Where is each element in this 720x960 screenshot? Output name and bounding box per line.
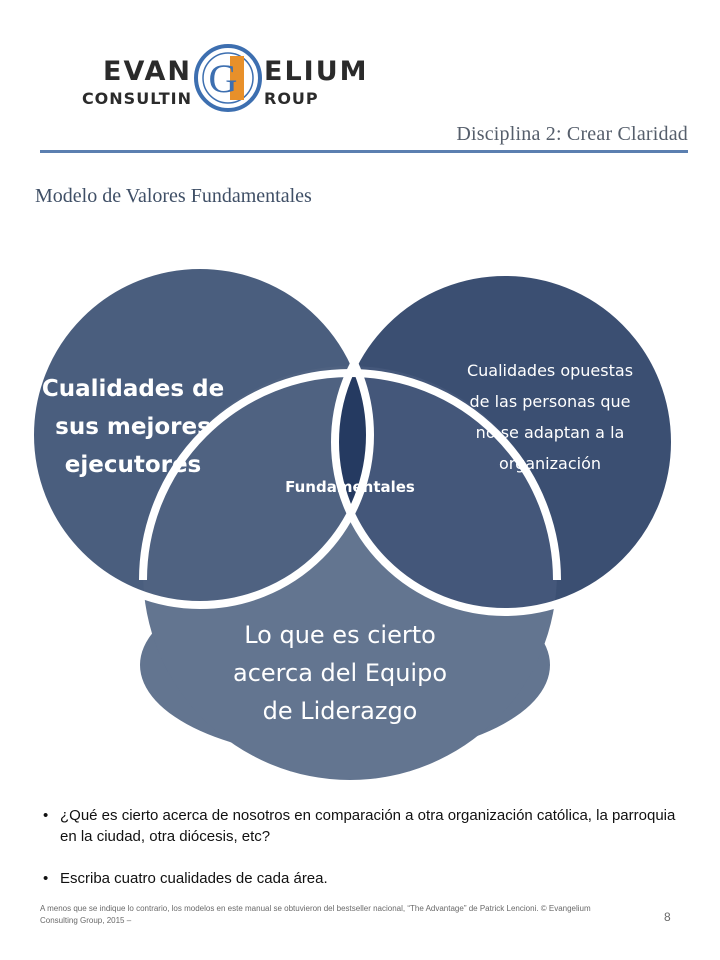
list-item: • ¿Qué es cierto acerca de nosotros en comparación a otra organización católica, la parroquia en la ciudad, otra diócesis, etc? [40,805,680,847]
page-subtitle: Modelo de Valores Fundamentales [35,185,312,207]
left-circle-label: Cualidades de sus mejores ejecutores [41,376,225,478]
footer-copyright: A menos que se indique lo contrario, los modelos en este manual se obtuvieron del bestseller nacional, “The Advantage” de Patrick Lencioni. © Evangelium Consulting Group, 2015 – [40,904,591,925]
logo-text-roup: ROUP [264,89,319,108]
right-circle-label: Cualidades opuestas de las personas que no se adaptan a la organización [466,361,634,473]
logo-text-consultin: CONSULTIN [81,89,192,108]
center-label: Fundamentales [285,478,415,496]
header-divider [40,150,688,153]
logo-monogram: G [208,56,238,101]
logo-text-elium: ELIUM [264,56,369,87]
section-title: Disciplina 2: Crear Claridad [456,123,688,145]
company-logo [60,40,380,130]
page-number: 8 [664,910,671,924]
logo-text-evan: EVAN [103,56,192,87]
list-item: • Escriba cuatro cualidades de cada área. [40,868,680,889]
bottom-circle-label: Lo que es cierto acerca del Equipo de Liderazgo [232,621,448,725]
notes-list [40,805,680,910]
